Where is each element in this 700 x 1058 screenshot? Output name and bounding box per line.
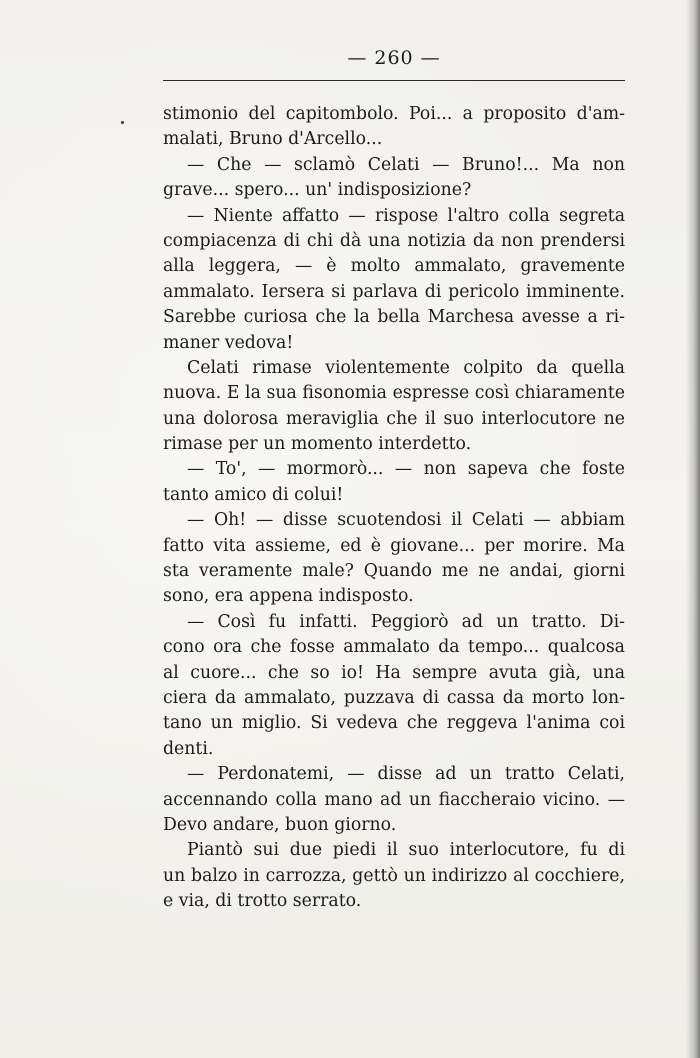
text-line: una dolorosa meraviglia che il suo interlocutore ne xyxy=(163,408,625,429)
text-line: un balzo in carrozza, gettò un indirizzo al cocchiere, xyxy=(163,865,625,886)
text-line: Devo andare, buon giorno. xyxy=(163,814,397,835)
text-line: — Oh! — disse scuotendosi il Celati — abbiam xyxy=(187,510,625,531)
text-line: tanto amico di colui! xyxy=(163,484,344,505)
text-line: ciera da ammalato, puzzava di cassa da morto lon- xyxy=(163,687,625,708)
text-line: al cuore... che so io! Ha sempre avuta già, una xyxy=(163,662,625,683)
text-line: Celati rimase violentemente colpito da quella xyxy=(187,357,625,378)
text-line: accennando colla mano ad un fiaccheraio vicino. — xyxy=(163,789,625,810)
header-rule xyxy=(163,80,625,81)
print-speck xyxy=(121,121,124,124)
text-line: nuova. E la sua fisonomia espresse così chiaramente xyxy=(163,383,625,404)
text-line: e via, di trotto serrato. xyxy=(163,891,362,912)
text-line: stimonio del capitombolo. Poi... a proposito d'am- xyxy=(163,104,625,124)
text-line: sono, era appena indisposto. xyxy=(163,586,414,607)
text-line: — Perdonatemi, — disse ad un tratto Celati, xyxy=(187,764,625,785)
text-line: malati, Bruno d'Arcello... xyxy=(163,129,383,150)
text-line: cono ora che fosse ammalato da tempo... qualcosa xyxy=(163,637,625,658)
text-line: Sarebbe curiosa che la bella Marchesa avesse a ri- xyxy=(163,307,625,328)
text-line: rimase per un momento interdetto. xyxy=(163,434,472,455)
text-line: compiacenza di chi dà una notizia da non prendersi xyxy=(163,230,625,251)
page-edge-shadow xyxy=(686,0,700,1058)
text-line: maner vedova! xyxy=(163,332,294,353)
text-line: — Niente affatto — rispose l'altro colla segreta xyxy=(187,205,625,226)
text-line: — To', — mormorò... — non sapeva che foste xyxy=(187,459,625,480)
text-line: — Così fu infatti. Peggiorò ad un tratto. Di- xyxy=(187,611,625,632)
text-line: alla leggera, — è molto ammalato, gravemente xyxy=(163,256,625,277)
text-line: fatto vita assieme, ed è giovane... per morire. Ma xyxy=(163,535,625,556)
text-line: — Che — sclamò Celati — Bruno!... Ma non xyxy=(187,154,625,175)
text-line: grave... spero... un' indisposizione? xyxy=(163,180,472,201)
text-line: denti. xyxy=(163,738,214,759)
text-line: sta veramente male? Quando me ne andai, giorni xyxy=(163,561,625,582)
body-text xyxy=(163,102,625,915)
text-line: ammalato. Iersera si parlava di pericolo imminente. xyxy=(163,281,625,302)
text-line: Piantò sui due piedi il suo interlocutore, fu di xyxy=(187,840,625,861)
page-number: — 260 — xyxy=(347,47,441,69)
text-line: tano un miglio. Si vedeva che reggeva l'anima coi xyxy=(163,713,625,734)
